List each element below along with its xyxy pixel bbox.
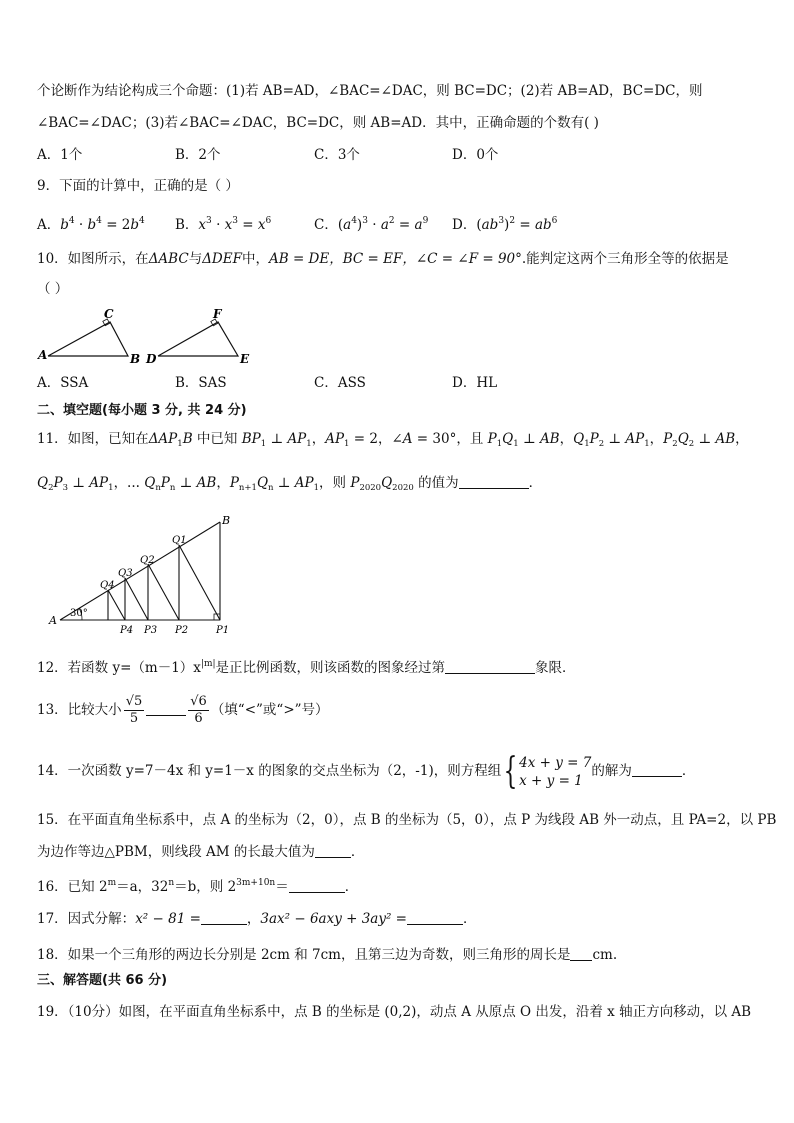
q11-label-q3: Q3 — [118, 568, 133, 579]
q9-option-a[interactable]: A．$b^4 \cdot b^4 = 2b^4$ — [37, 216, 145, 233]
q11-label-b: B — [222, 514, 231, 527]
q10-stem: 10．如图所示，在ΔABC与ΔDEF中，AB = DE，BC = EF，∠C = ∠F = 90°.能判定这两个三角形全等的依据是 — [37, 251, 729, 267]
q10-option-d[interactable]: D．HL — [452, 375, 498, 391]
q8-line1: 个论断作为结论构成三个命题：(1)若 AB=AD，∠BAC=∠DAC，则 BC=DC；(2)若 AB=AD，BC=DC，则 — [37, 83, 703, 99]
q14-answer-blank[interactable] — [632, 763, 682, 777]
q11-label-q2: Q2 — [140, 555, 155, 566]
q11-angle-label: 30° — [70, 608, 88, 619]
q13: 13．比较大小 $\frac{√5}{5}$ $\frac{√6}{6}$ （填“<”或“>”号） — [37, 694, 329, 726]
q11-label-a: A — [49, 614, 57, 627]
q10-label-c: C — [104, 307, 114, 321]
q13-answer-blank[interactable] — [146, 702, 186, 716]
q10-label-a: A — [38, 348, 48, 362]
q10-option-c[interactable]: C．ASS — [314, 375, 366, 391]
q17: 17．因式分解：x² − 81 = ，3ax² − 6axy + 3ay² = ． — [37, 911, 477, 927]
q18: 18．如果一个三角形的两边长分别是 2cm 和 7cm，且第三边为奇数，则三角形的周长是 cm. — [37, 947, 618, 963]
q15-line1: 15．在平面直角坐标系中，点 A 的坐标为（2，0），点 B 的坐标为（5，0），点 P 为线段 AB 外一动点，且 PA=2，以 PB — [37, 812, 777, 828]
q10-label-b: B — [130, 352, 141, 366]
q8-option-c[interactable]: C．3个 — [314, 147, 360, 163]
q11-label-q1: Q1 — [172, 535, 187, 546]
q11-label-p1: P1 — [216, 625, 230, 636]
q10-option-b[interactable]: B．SAS — [175, 375, 227, 391]
q14: 14．一次函数 y=7－4x 和 y=1－x 的图象的交点坐标为（2，-1)，则方程组{ 4x + y = 7 x + y = 1 的解为 ． — [37, 750, 696, 792]
q11-figure — [48, 512, 248, 640]
q11-line2: $Q_2P_3$ ⊥ $AP_1$，... $Q_nP_n$ ⊥ AB，$P_{n+1}Q_n$ ⊥ $AP_1$，则 $P_{2020}Q_{2020}$ 的值为 ． — [37, 475, 543, 493]
q12: 12．若函数 $y=(m-1)x^{|m|}$是正比例函数，则该函数的图象经过第 象限． — [37, 659, 576, 676]
q19-line1: 19．（10分）如图，在平面直角坐标系中，点 B 的坐标是 (0,2)，动点 A 从原点 O 出发，沿着 x 轴正方向移动，以 AB — [37, 1004, 752, 1020]
q9-option-d[interactable]: D．$(ab^3)^2 = ab^6$ — [452, 216, 558, 233]
q17-answer-blank-1[interactable] — [201, 911, 247, 925]
q17-answer-blank-2[interactable] — [407, 911, 463, 925]
q18-answer-blank[interactable] — [570, 947, 592, 961]
q8-line2: ∠BAC=∠DAC；(3)若∠BAC=∠DAC，BC=DC，则 AB=AD．其中，正确命题的个数有( ) — [37, 115, 599, 131]
q15-answer-blank[interactable] — [315, 844, 351, 858]
q8-option-b[interactable]: B．2个 — [175, 147, 221, 163]
q10-paren: （ ） — [37, 281, 69, 297]
q11-label-q4: Q4 — [100, 580, 115, 591]
q9-option-b[interactable]: B．$x^3 \cdot x^3 = x^6$ — [175, 216, 272, 233]
q10-label-f: F — [213, 307, 222, 321]
q11-label-p4: P4 — [120, 625, 134, 636]
q8-option-a[interactable]: A．1个 — [37, 147, 83, 163]
q10-triangles-figure — [36, 306, 256, 368]
q11-answer-blank[interactable] — [459, 475, 529, 489]
q10-label-e: E — [240, 352, 250, 366]
q9-option-c[interactable]: C．$(a^4)^3 \cdot a^2 = a^9$ — [314, 216, 429, 233]
q16: 16．已知 $2^m=a$，$32^n=b$，则 $2^{3m+10n}=$ ． — [37, 878, 359, 895]
q8-option-d[interactable]: D．0个 — [452, 147, 499, 163]
section-3-heading: 三、解答题(共 66 分) — [37, 973, 168, 988]
q16-answer-blank[interactable] — [289, 879, 345, 893]
q11-line1: 11．如图，已知在$\Delta AP_1B$ 中已知 $BP_1$ ⊥ $AP_1$，$AP_1 = 2$，∠A = 30°，且 $P_1Q_1$ ⊥ AB，$Q_1P_2$ ⊥ $AP_1$，$P_2Q_2$ ⊥ AB， — [37, 431, 749, 449]
q12-answer-blank[interactable] — [445, 660, 535, 674]
q11-label-p3: P3 — [144, 625, 158, 636]
section-2-heading: 二、填空题(每小题 3 分, 共 24 分) — [37, 403, 247, 418]
q10-option-a[interactable]: A．SSA — [37, 375, 89, 391]
q11-label-p2: P2 — [175, 625, 189, 636]
q15-line2: 为边作等边△PBM，则线段 AM 的长最大值为 ． — [37, 844, 365, 860]
q10-label-d: D — [146, 352, 157, 366]
q9-stem: 9．下面的计算中，正确的是（ ） — [37, 178, 239, 194]
